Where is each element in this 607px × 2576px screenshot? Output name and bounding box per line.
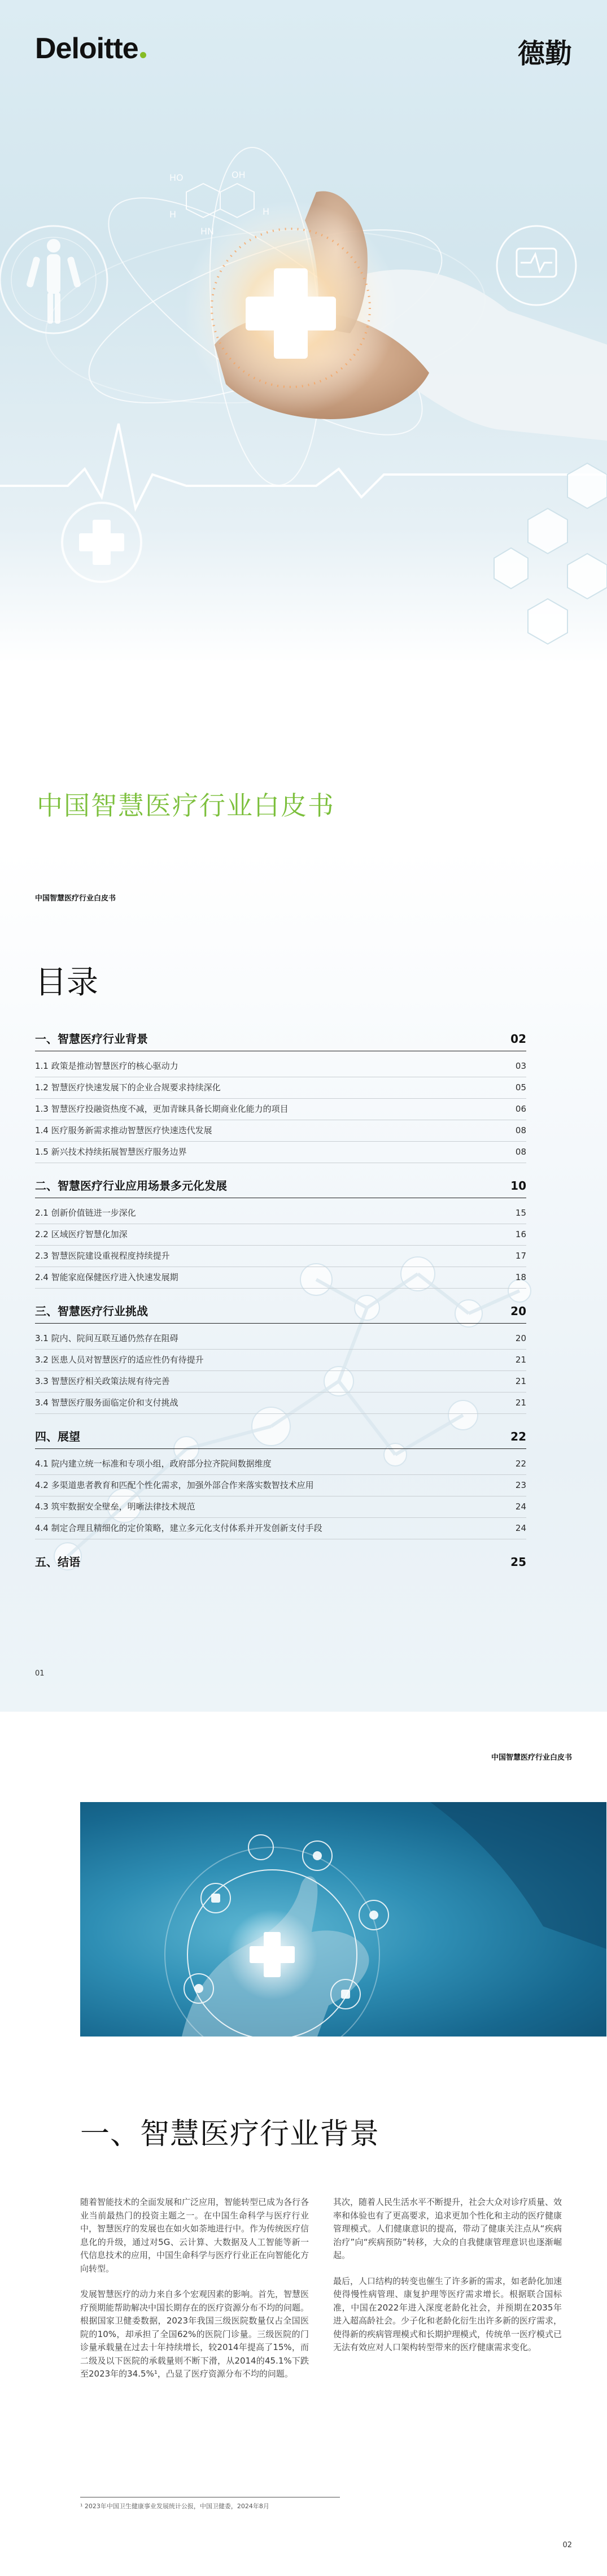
molecule-label: H bbox=[263, 206, 270, 217]
toc-entry-link[interactable]: 4.1 院内建立统一标准和专项小组，政府部分拉齐院间数据维度 22 bbox=[35, 1454, 526, 1475]
toc-entry-link[interactable]: 1.1 政策是推动智慧医疗的核心驱动力 03 bbox=[35, 1056, 526, 1077]
footnote: ¹ 2023年中国卫生健康事业发展统计公报，中国卫健委，2024年8月 bbox=[80, 2503, 269, 2510]
molecule-label: OH bbox=[232, 169, 246, 180]
logo-green-dot bbox=[140, 52, 146, 58]
page-number: 02 bbox=[562, 2541, 572, 2549]
toc-section bbox=[35, 1302, 526, 1414]
toc-title: 目录 bbox=[35, 964, 98, 1001]
toc-entry-link[interactable]: 2.2 区域医疗智慧化加深 16 bbox=[35, 1224, 526, 1246]
toc-entry-link[interactable]: 3.3 智慧医疗相关政策法规有待完善 21 bbox=[35, 1371, 526, 1393]
cover-page bbox=[0, 0, 607, 850]
body-paragraph: 最后，人口结构的转变也催生了许多新的需求，如老龄化加速使得慢性病管理、康复护理等医疗需求增长。根据联合国标准，中国在2022年进入深度老龄化社会，并预期在2035年进入超高龄社会。少子化和老龄化衍生出许多新的医疗需求，使得新的疾病管理模式和长期护理模式，传统单一医疗模式已无法有效应对人口架构转型带来的医疗健康需求变化。 bbox=[333, 2275, 562, 2352]
report-title: 中国智慧医疗行业白皮书 bbox=[37, 790, 335, 821]
toc-chapter-link[interactable]: 一、智慧医疗行业背景 02 bbox=[35, 1030, 526, 1051]
molecule-label: HO bbox=[169, 172, 184, 183]
molecule-label: HN bbox=[200, 226, 214, 237]
body-paragraph: 随着智能技术的全面发展和广泛应用，智能转型已成为各行各业当前最热门的投资主题之一。在中国生命科学与医疗行业中，智慧医疗的发展也在如火如荼地进行中。作为传统医疗信息化的升级，通过对5G、云计算、大数据及人工智能等新一代信息技术的应用，中国生命科学与医疗行业正在向智能化方向转型。 bbox=[80, 2197, 309, 2274]
toc-entry-link[interactable]: 2.3 智慧医院建设重视程度持续提升 17 bbox=[35, 1246, 526, 1267]
toc-page bbox=[0, 850, 607, 1712]
deloitte-cn-logo: 德勤 bbox=[517, 38, 572, 69]
toc-entry-link[interactable]: 4.3 筑牢数据安全壁垒，明晰法律技术规范 24 bbox=[35, 1496, 526, 1518]
toc-chapter-link[interactable]: 三、智慧医疗行业挑战 20 bbox=[35, 1302, 526, 1324]
toc-entry-link[interactable]: 2.1 创新价值链进一步深化 15 bbox=[35, 1203, 526, 1224]
molecule-label: H bbox=[169, 209, 177, 220]
body-paragraph: 发展智慧医疗的动力来自多个宏观因素的影响。首先，智慧医疗预期能帮助解决中国长期存在的医疗资源分布不均的问题。根据国家卫健委数据，2023年我国三级医院数量仅占全国医院的10%，却承担了全国62%的医院门诊量。三级医院的门诊量承载量在过去十年持续增长，较2014年提高了15%，而二级及以下医院的承载量则不断下滑，从2014的45.1%下跌至2023年的34.5%¹，凸显了医疗资源分布不均的问题。 bbox=[80, 2289, 309, 2379]
toc-entry-link[interactable]: 3.4 智慧医疗服务面临定价和支付挑战 21 bbox=[35, 1393, 526, 1414]
digital-health-illustration bbox=[80, 1802, 606, 2037]
page-number: 01 bbox=[35, 1669, 45, 1678]
toc-chapter-link[interactable]: 四、展望 22 bbox=[35, 1428, 526, 1449]
running-head: 中国智慧医疗行业白皮书 bbox=[35, 894, 116, 903]
toc-section bbox=[35, 1553, 526, 1574]
chapter-page bbox=[0, 1712, 607, 2576]
toc-chapter-link[interactable]: 二、智慧医疗行业应用场景多元化发展 10 bbox=[35, 1177, 526, 1198]
medical-technology-illustration bbox=[0, 79, 607, 684]
deloitte-logo: Deloitte bbox=[35, 32, 146, 66]
toc-entry-link[interactable]: 4.2 多渠道患者教育和匹配个性化需求，加强外部合作来落实数智技术应用 23 bbox=[35, 1475, 526, 1496]
toc-entry-link[interactable]: 1.5 新兴技术持续拓展智慧医疗服务边界 08 bbox=[35, 1142, 526, 1163]
toc-entry-link[interactable]: 2.4 智能家庭保健医疗进入快速发展期 18 bbox=[35, 1267, 526, 1289]
chapter-title: 一、智慧医疗行业背景 bbox=[80, 2117, 380, 2151]
toc-entry-link[interactable]: 3.1 院内、院间互联互通仍然存在阻碍 20 bbox=[35, 1328, 526, 1350]
toc-entry-link[interactable]: 4.4 制定合理且精细化的定价策略，建立多元化支付体系并开发创新支付手段 24 bbox=[35, 1518, 526, 1539]
toc-list bbox=[35, 1030, 526, 1587]
body-column-left bbox=[80, 2196, 309, 2394]
toc-section bbox=[35, 1177, 526, 1289]
toc-entry-link[interactable]: 3.2 医患人员对智慧医疗的适应性仍有待提升 21 bbox=[35, 1350, 526, 1371]
toc-section bbox=[35, 1030, 526, 1163]
toc-section bbox=[35, 1428, 526, 1539]
toc-entry-link[interactable]: 1.3 智慧医疗投融资热度不减，更加青睐具备长期商业化能力的项目 06 bbox=[35, 1099, 526, 1120]
toc-entry-link[interactable]: 1.2 智慧医疗快速发展下的企业合规要求持续深化 05 bbox=[35, 1077, 526, 1099]
hero-image bbox=[80, 1802, 606, 2037]
toc-entry-link[interactable]: 1.4 医疗服务新需求推动智慧医疗快速迭代发展 08 bbox=[35, 1120, 526, 1142]
toc-chapter-link[interactable]: 五、结语 25 bbox=[35, 1555, 526, 1569]
body-paragraph: 其次，随着人民生活水平不断提升，社会大众对诊疗质量、效率和体验也有了更高要求，追求更加个性化和主动的医疗健康管理模式。人们健康意识的提高，带动了健康关注点从“疾病治疗”向“疾病预防”转移，大众的自我健康管理意识也逐渐崛起。 bbox=[333, 2197, 562, 2260]
body-column-right bbox=[333, 2196, 562, 2367]
running-head: 中国智慧医疗行业白皮书 bbox=[491, 1753, 572, 1762]
